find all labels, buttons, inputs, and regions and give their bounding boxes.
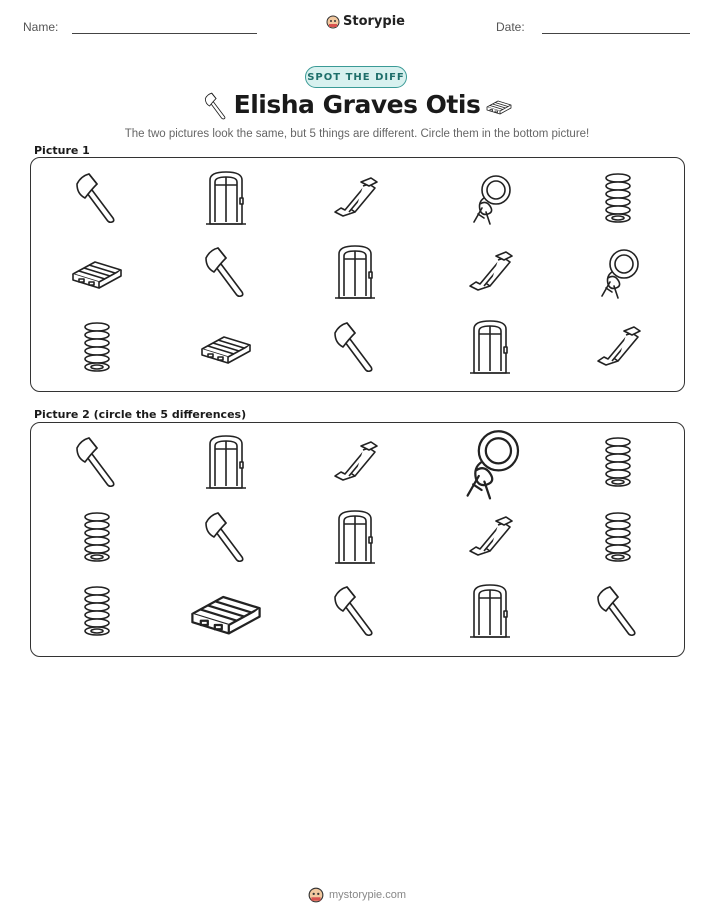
- door-icon: [196, 168, 256, 228]
- spring-icon: [67, 317, 127, 377]
- rail-icon: [460, 242, 520, 302]
- rope-icon[interactable]: [448, 420, 532, 504]
- brand-logo: [326, 14, 405, 29]
- rope-icon: [460, 168, 520, 228]
- door-icon: [460, 317, 520, 377]
- page-title: Elisha Graves Otis: [233, 90, 481, 119]
- rope-icon: [588, 242, 648, 302]
- brand-name: Storypie: [343, 14, 405, 29]
- spring-icon: [588, 168, 648, 228]
- picture-1-label: Picture 1: [34, 144, 90, 157]
- pallet-icon: [481, 91, 517, 121]
- mascot-icon: [326, 15, 340, 29]
- footer-url[interactable]: mystorypie.com: [328, 889, 407, 901]
- pallet-icon[interactable]: [184, 569, 268, 653]
- rail-icon: [325, 168, 385, 228]
- pallet-icon: [196, 317, 256, 377]
- spring-icon[interactable]: [588, 507, 648, 567]
- door-icon[interactable]: [460, 581, 520, 641]
- door-icon: [325, 242, 385, 302]
- spring-icon[interactable]: [67, 581, 127, 641]
- name-label: Name:: [23, 20, 59, 34]
- rail-icon[interactable]: [460, 507, 520, 567]
- door-icon[interactable]: [325, 507, 385, 567]
- footer: [0, 887, 714, 903]
- name-line[interactable]: [72, 33, 257, 34]
- pallet-icon: [67, 242, 127, 302]
- mascot-icon: [308, 887, 324, 903]
- spring-icon[interactable]: [588, 432, 648, 492]
- spot-the-diff-badge: SPOT THE DIFF: [305, 66, 407, 88]
- spring-icon[interactable]: [67, 507, 127, 567]
- axe-icon[interactable]: [588, 581, 648, 641]
- rail-icon[interactable]: [325, 432, 385, 492]
- picture-2-label: Picture 2 (circle the 5 differences): [34, 408, 247, 421]
- date-label: Date:: [496, 20, 525, 34]
- instructions: The two pictures look the same, but 5 things are different. Circle them in the bottom picture!: [124, 128, 590, 140]
- door-icon[interactable]: [196, 432, 256, 492]
- axe-icon[interactable]: [325, 581, 385, 641]
- date-line[interactable]: [542, 33, 690, 34]
- axe-icon[interactable]: [67, 432, 127, 492]
- axe-icon: [196, 242, 256, 302]
- axe-icon: [67, 168, 127, 228]
- axe-icon: [325, 317, 385, 377]
- axe-icon[interactable]: [196, 507, 256, 567]
- rail-icon: [588, 317, 648, 377]
